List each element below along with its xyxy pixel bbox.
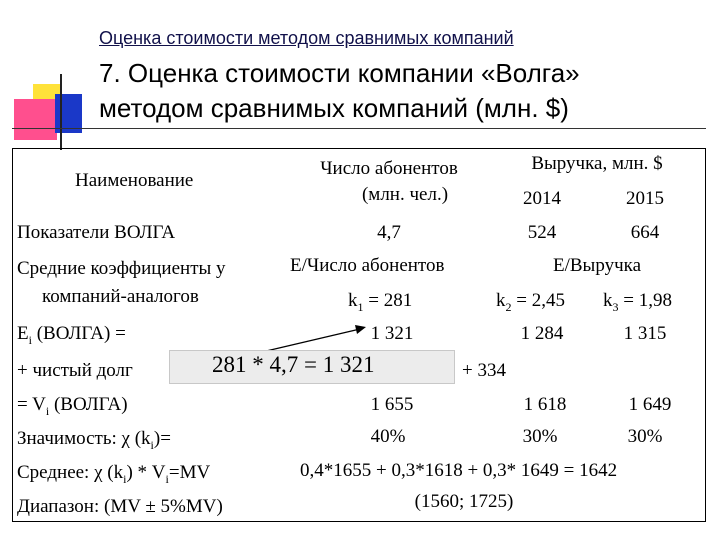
year-2015-header: 2015 <box>626 188 664 209</box>
ev-revenue-header: E/Выручка <box>552 255 642 276</box>
col-subscribers-header-line1: Число абонентов <box>320 158 458 179</box>
slide-title-line2: методом сравнимых компаний (млн. $) <box>99 93 569 123</box>
calculation-callout-text: 281 * 4,7 = 1 321 <box>212 352 375 377</box>
row-debt-value: + 334 <box>462 360 506 381</box>
k3-value: $k_3 = 1,98$ <box>603 290 672 314</box>
row-range-label: Диапазон: (MV ± 5%MV) <box>17 496 223 517</box>
row-ei-value1: 1 321 <box>370 323 414 344</box>
row-coef-label-line2: компаний-аналогов <box>42 286 199 307</box>
row-debt-label: + чистый долг <box>17 360 133 381</box>
row-weight-value3: 30% <box>627 426 663 447</box>
row-weight-value2: 30% <box>522 426 558 447</box>
ev-subscribers-header: E/Число абонентов <box>290 255 445 276</box>
col-name-header: Наименование <box>75 170 194 191</box>
row-average-label: Среднее: χ $(k_i) * V_i=MV$ <box>17 462 211 486</box>
row-ei-value3: 1 315 <box>623 323 667 344</box>
row-volga-subscribers: 4,7 <box>377 222 401 243</box>
row-volga-revenue-2014: 524 <box>527 222 557 243</box>
row-vi-value3: 1 649 <box>628 394 672 415</box>
row-average-formula: 0,4*1655 + 0,3*1618 + 0,3* 1649 = 1642 <box>300 460 618 481</box>
row-volga-revenue-2015: 664 <box>630 222 660 243</box>
slide-subtitle: Оценка стоимости методом сравнимых компаний <box>99 28 514 48</box>
row-volga-label: Показатели ВОЛГА <box>17 222 176 243</box>
row-vi-value1: 1 655 <box>370 394 414 415</box>
k1-value: $k_1 = 281$ <box>348 290 413 314</box>
col-revenue-header: Выручка, млн. $ <box>531 153 663 174</box>
row-vi-value2: 1 618 <box>523 394 567 415</box>
year-2014-header: 2014 <box>523 188 561 209</box>
col-subscribers-header-line2: (млн. чел.) <box>361 184 449 205</box>
row-ei-label: $E_i$ (ВОЛГА) = <box>17 323 126 347</box>
row-coef-label-line1: Средние коэффициенты у <box>17 258 226 279</box>
k2-value: $k_2 = 2,45$ <box>496 290 565 314</box>
row-range-value: (1560; 1725) <box>414 491 514 512</box>
row-weight-value1: 40% <box>370 426 406 447</box>
row-vi-label: = $V_i$ (ВОЛГА) <box>17 394 128 418</box>
row-ei-value2: 1 284 <box>520 323 564 344</box>
row-weight-label: Значимость: χ $(k_i)=$ <box>17 428 171 452</box>
slide-title-line1: 7. Оценка стоимости компании «Волга» <box>99 58 580 88</box>
